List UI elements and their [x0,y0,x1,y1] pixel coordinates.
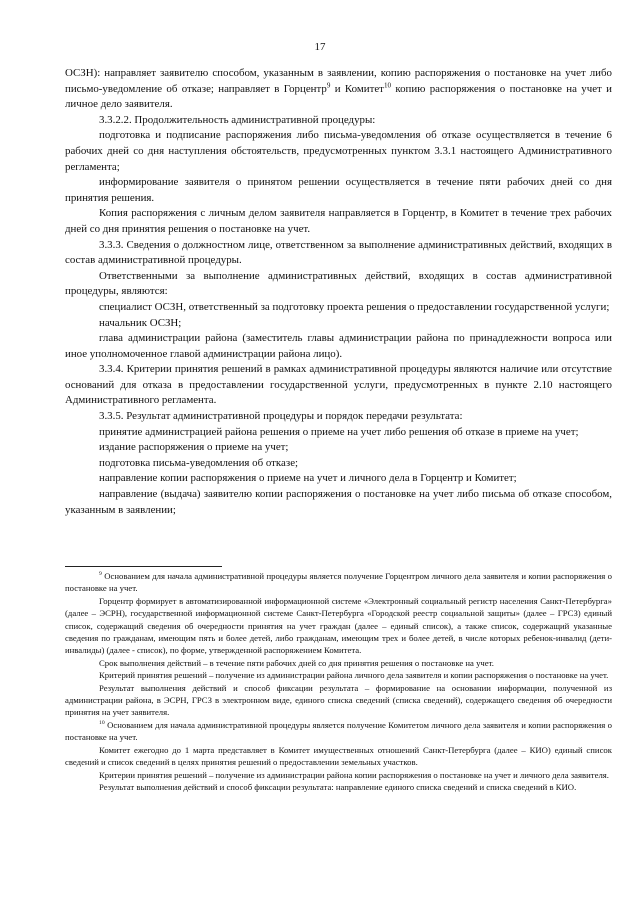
footnote-ref-10[interactable]: 10 [383,80,392,89]
paragraph-3-3-3: 3.3.3. Сведения о должностном лице, ответственном за выполнение административных действий, входящих в состав административной процедуры. [65,238,612,267]
footnote-text: Основанием для начала административной процедуры является получение Комитетом личного дела заявителя и копии распоряжения о постановке на учет. [65,719,612,743]
paragraph: информирование заявителя о принятом решении осуществляется в течение пяти рабочих дней со дня принятия решения. [65,176,612,204]
footnote-paragraph: Горцентр формирует в автоматизированной информационной системе «Электронный социальный регистр населения Санкт-Петербурга» (далее – ЭСРН), государственной информационной системе Санкт-Петербурга «Городской реестр социальной защиты» (далее – ГРСЗ) единый список, содержащий сведения об очередности принятия на учет граждан (далее – единый список), а также список, содержащий указанные сведения по гражданам, имеющим пять и более детей, либо гражданам, имеющим трех и более детей, в числе которых ребенок-инвалид (дети-инвалиды) (далее - список), по форме, утвержденной распоряжением Комитета. [65,595,612,656]
paragraph: Копия распоряжения с личным делом заявителя направляется в Горцентр, в Комитет в течение трех рабочих дней со дня принятия решения о постановке на учет. [65,207,612,235]
paragraph-3-3-2-2: 3.3.2.2. Продолжительность административной процедуры: [99,113,376,126]
paragraph-3-3-4: 3.3.4. Критерии принятия решений в рамках административной процедуры являются наличие или отсутствие оснований для отказа в предоставлении государственной услуги, предусмотренных в пункте 2.10 настоящего Административного регламента. [65,363,612,407]
text-fragment: копию распоряжения о постановке на учет и личное дело заявителя. [65,82,612,111]
footnote-paragraph: Критерии принятия решений – получение из администрации района копии распоряжения о постановке на учет и личного дела заявителя. [99,769,609,780]
main-text [65,66,612,518]
footnotes [65,570,612,793]
paragraph: подготовка письма-уведомления об отказе; [99,456,299,469]
text-fragment: и Комитет [330,82,384,95]
paragraph: глава администрации района (заместитель главы администрации района по принадлежности вопроса или иное уполномоченное главой администрации района лицо). [65,332,612,360]
paragraph: специалист ОСЗН, ответственный за подготовку проекта решения о предоставлении государственной услуги; [99,300,610,313]
footnote-text: Основанием для начала административной процедуры является получение Горцентром личного дела заявителя и копии распоряжения о постановке на учет. [65,571,612,594]
paragraph: Ответственными за выполнение административных действий, входящих в состав административной процедуры, являются: [65,269,612,298]
footnote-9 [65,570,612,595]
paragraph: направление копии распоряжения о приеме на учет и личного дела в Горцентр и Комитет; [99,472,517,485]
paragraph: издание распоряжения о приеме на учет; [99,441,289,454]
footnote-paragraph: Результат выполнения действий и способ фиксации результата – формирование на основании информации, полученной из администрации района, в ЭСРН, ГРСЗ в электронном виде, единого списка сведений (списка сведений), содержащего сведения об очередности принятия на учет заявителя. [65,682,612,718]
text-fragment: ОСЗН): направляет заявителю способом, указанным в заявлении, копию распоряжения о постановке на учет либо письмо-уведомление об отказе; направляет в Горцентр [65,67,612,95]
footnote-paragraph: Комитет ежегодно до 1 марта представляет в Комитет имущественных отношений Санкт-Петербурга (далее – КИО) единый список сведений и список сведений в целях принятия решений о предоставлении земельных участков. [65,744,612,768]
footnote-ref-9[interactable]: 9 [326,80,331,89]
footnote-paragraph: Результат выполнения действий и способ фиксации результата: направление единого списка сведений и списка сведений в КИО. [99,781,577,792]
paragraph: принятие администрацией района решения о приеме на учет либо решения об отказе в приеме на учет; [99,425,579,438]
page-number: 17 [314,41,326,53]
footnote-paragraph: Критерий принятия решений – получение из администрации района личного дела заявителя и копии распоряжения о постановке на учет. [99,670,609,681]
paragraph: подготовка и подписание распоряжения либо письма-уведомления об отказе осуществляется в течение 6 рабочих дней со дня наступления обстоятельств, предусмотренных пунктом 3.3.1 настоящего Административного регламента; [65,129,612,173]
footnote-paragraph: Срок выполнения действий – в течение пяти рабочих дней со дня принятия решения о постановке на учет. [99,657,494,668]
paragraph: начальник ОСЗН; [99,316,182,329]
paragraph-continuation [65,66,612,113]
footnote-10 [65,719,612,744]
paragraph-3-3-5: 3.3.5. Результат административной процедуры и порядок передачи результата: [99,410,463,423]
footnote-marker: 9 [99,571,102,578]
footnote-divider [65,566,222,567]
footnote-marker: 10 [99,719,105,726]
paragraph: направление (выдача) заявителю копии распоряжения о постановке на учет либо письма об отказе способом, указанным в заявлении; [65,488,612,516]
